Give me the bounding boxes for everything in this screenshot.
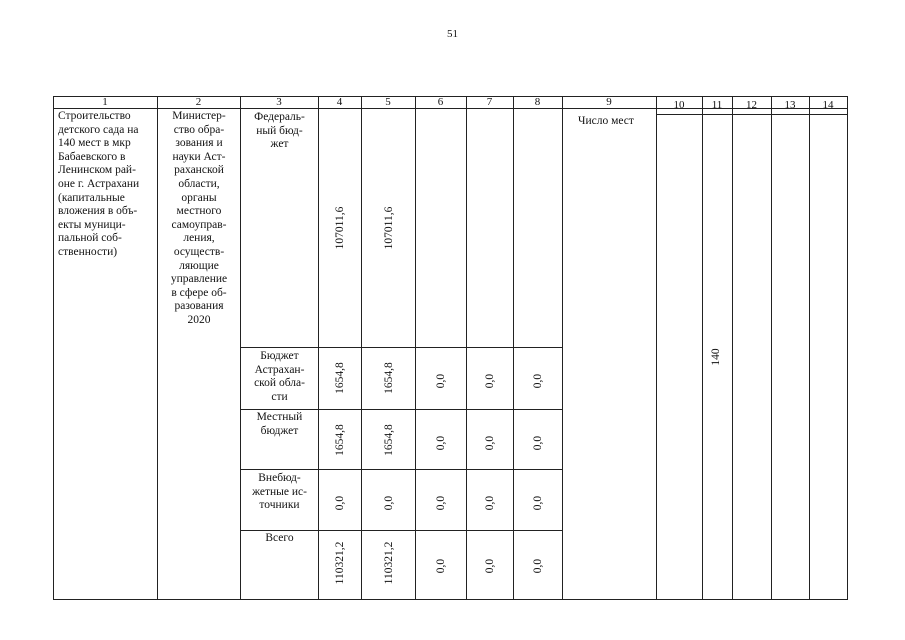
col-border-2 <box>240 96 241 600</box>
funding-source-total: Всего <box>265 532 294 544</box>
funding-source-regional: Бюджет Астрахан- ской обла- сти <box>254 350 305 403</box>
value-cell: 0,0 <box>532 435 544 451</box>
header-cell: 3 <box>276 96 282 108</box>
header-cell: 11 <box>711 99 723 111</box>
header-cell: 12 <box>746 99 757 111</box>
value-cell: 0,0 <box>532 495 544 511</box>
col-border-11 <box>732 96 733 600</box>
value-cell: 110321,2 <box>334 541 346 585</box>
value-cell: 0,0 <box>532 558 544 574</box>
value-cell: 0,0 <box>435 373 447 389</box>
col-border-6 <box>466 96 467 600</box>
value-cell: 107011,6 <box>334 206 346 250</box>
header-cell: 14 <box>822 99 834 111</box>
col-border-4 <box>361 96 362 600</box>
value-cell: 110321,2 <box>383 541 395 585</box>
col-border-0 <box>53 96 54 600</box>
indicator-name: Число мест <box>578 115 634 127</box>
value-cell: 1654,8 <box>334 362 346 394</box>
value-cell: 0,0 <box>334 495 346 511</box>
col-border-10 <box>702 96 703 600</box>
value-cell: 0,0 <box>532 373 544 389</box>
col-border-8 <box>562 96 563 600</box>
funding-source-local: Местный бюджет <box>256 411 303 437</box>
funding-source-federal: Федераль- ный бюд- жет <box>254 111 305 151</box>
col-border-12 <box>771 96 772 600</box>
value-cell: 107011,6 <box>383 206 395 250</box>
value-cell: 0,0 <box>484 558 496 574</box>
col-border-5 <box>415 96 416 600</box>
value-cell: 1654,8 <box>334 424 346 456</box>
project-name: Строительство детского сада на 140 мест в мкр Бабаевского в Ленинском рай- оне г. Астрахани (капитальные вложения в объ- екты муници- пальной соб- ственности) <box>58 110 140 258</box>
value-cell: 1654,8 <box>383 424 395 456</box>
header-cell: 1 <box>102 96 108 108</box>
responsible-executor: Министер- ство обра- зования и науки Аст- раханской области, органы местного самоуправ- ления, осуществ- ляющие управление в сфере об- разования 2020 <box>170 110 228 326</box>
value-cell: 0,0 <box>484 435 496 451</box>
header-cell: 2 <box>195 96 202 108</box>
col-border-14 <box>847 96 848 600</box>
value-cell: 1654,8 <box>383 362 395 394</box>
header-cell: 9 <box>606 96 612 108</box>
col-border-7 <box>513 96 514 600</box>
table-bottom-border <box>53 599 848 600</box>
col-border-3 <box>318 96 319 600</box>
header-cell: 5 <box>385 96 391 108</box>
value-cell: 0,0 <box>435 435 447 451</box>
col-border-9 <box>656 96 657 600</box>
header-cell: 10 <box>673 99 685 111</box>
value-cell: 0,0 <box>484 495 496 511</box>
header-cell: 8 <box>534 96 541 108</box>
value-cell: 0,0 <box>435 495 447 511</box>
value-cell: 0,0 <box>383 495 395 511</box>
header-cell: 4 <box>336 96 343 108</box>
header-cell: 6 <box>437 96 444 108</box>
col-border-13 <box>809 96 810 600</box>
header-row-border-right <box>656 114 848 115</box>
header-cell: 13 <box>784 99 796 111</box>
indicator-value: 140 <box>710 348 722 366</box>
value-cell: 0,0 <box>435 558 447 574</box>
header-cell: 7 <box>486 96 493 108</box>
value-cell: 0,0 <box>484 373 496 389</box>
funding-source-extrabudgetary: Внебюд- жетные ис- точники <box>252 472 307 512</box>
page-number: 51 <box>447 28 458 40</box>
